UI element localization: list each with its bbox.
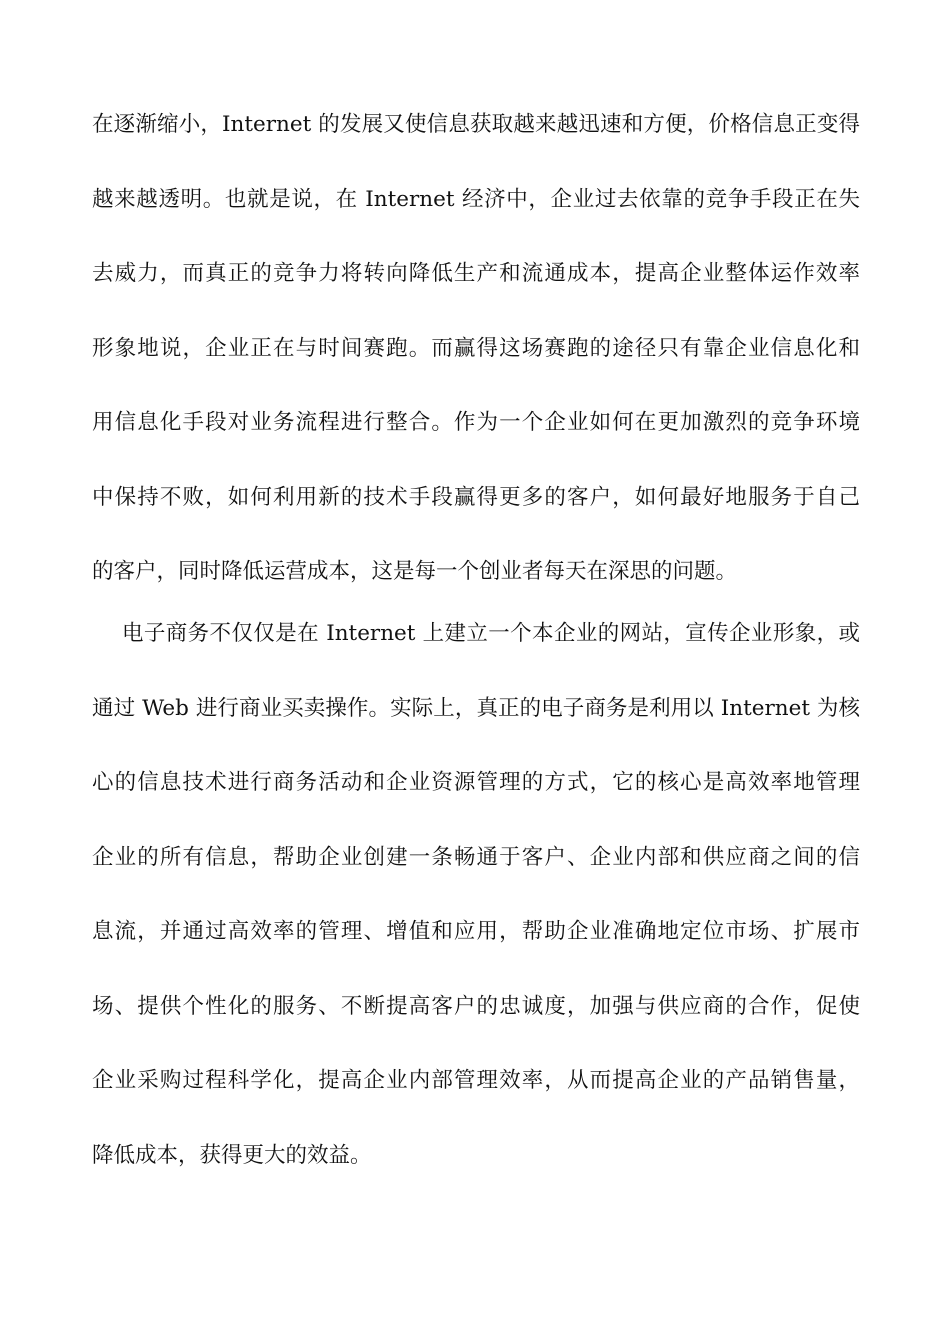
paragraph-2-line: 降低成本，获得更大的效益。 <box>92 1142 372 1168</box>
paragraph-1-line: 的客户，同时降低运营成本，这是每一个创业者每天在深思的问题。 <box>92 559 738 584</box>
paragraph-2 <box>92 597 860 1193</box>
paragraph-2-line: 心的信息技术进行商务活动和企业资源管理的方式，它的核心是高效率地管理 <box>92 770 860 795</box>
paragraph-1-line: 用信息化手段对业务流程进行整合。作为一个企业如何在更加激烈的竞争环境 <box>92 410 860 435</box>
paragraph-1 <box>92 88 860 610</box>
paragraph-1-line: 越来越透明。也就是说，在 Internet 经济中，企业过去依靠的竞争手段正在失 <box>92 186 860 212</box>
paragraph-1-line: 在逐渐缩小，Internet 的发展又使信息获取越来越迅速和方便，价格信息正变得 <box>92 112 860 137</box>
paragraph-2-line: 电子商务不仅仅是在 Internet 上建立一个本企业的网站，宣传企业形象，或 <box>122 621 860 646</box>
paragraph-1-line: 中保持不败，如何利用新的技术手段赢得更多的客户，如何最好地服务于自己 <box>92 484 860 510</box>
paragraph-2-line: 企业采购过程科学化，提高企业内部管理效率，从而提高企业的产品销售量， <box>92 1068 860 1093</box>
paragraph-2-line: 通过 Web 进行商业买卖操作。实际上，真正的电子商务是利用以 Internet 为核 <box>92 695 860 721</box>
paragraph-2-line: 企业的所有信息，帮助企业创建一条畅通于客户、企业内部和供应商之间的信 <box>92 844 860 870</box>
paragraph-2-line: 场、提供个性化的服务、不断提高客户的忠诚度，加强与供应商的合作，促使 <box>92 993 860 1019</box>
paragraph-1-line: 去威力，而真正的竞争力将转向降低生产和流通成本，提高企业整体运作效率 <box>92 261 860 286</box>
paragraph-1-line: 形象地说，企业正在与时间赛跑。而赢得这场赛跑的途径只有靠企业信息化和 <box>92 335 860 361</box>
paragraph-2-line: 息流，并通过高效率的管理、增值和应用，帮助企业准确地定位市场、扩展市 <box>92 919 860 944</box>
